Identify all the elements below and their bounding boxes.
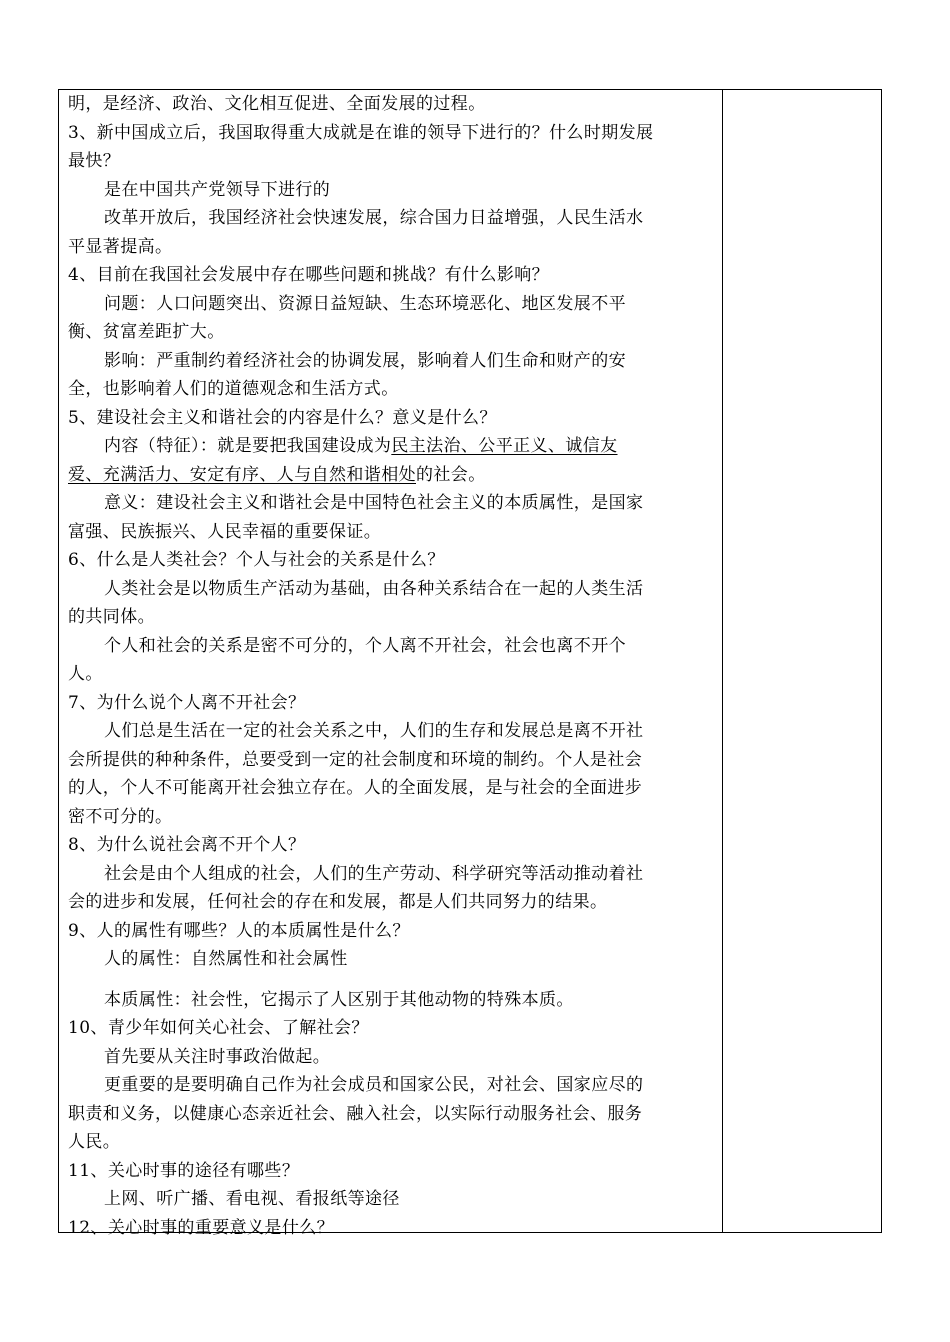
column-divider: [722, 89, 723, 1233]
text-line: 最快？: [68, 151, 121, 171]
answer-line: 上网、听广播、看电视、看报纸等途径: [104, 1189, 400, 1209]
text-line: 衡、贫富差距扩大。: [68, 322, 225, 342]
answer-line: 社会是由个人组成的社会，人们的生产劳动、科学研究等活动推动着社: [104, 863, 644, 884]
question-9: 9、人的属性有哪些？人的本质属性是什么？: [68, 920, 410, 941]
spacer: [68, 974, 716, 986]
answer-line: 人的属性：自然属性和社会属性: [104, 949, 348, 969]
main-text-column: [68, 90, 716, 1242]
answer-line: [68, 432, 716, 461]
text-line: 明，是经济、政治、文化相互促进、全面发展的过程。: [68, 94, 486, 114]
text-line: 平显著提高。: [68, 236, 173, 257]
text-line: 会所提供的种种条件，总要受到一定的社会制度和环境的制约。个人是社会: [68, 749, 643, 770]
answer-line: 个人和社会的关系是密不可分的，个人离不开社会，社会也离不开个: [104, 635, 626, 656]
question-10: 10、青少年如何关心社会、了解社会？: [68, 1018, 369, 1038]
text-line: 密不可分的。: [68, 806, 173, 827]
text-span: 的社会。: [416, 464, 486, 485]
answer-line: 问题：人口问题突出、资源日益短缺、生态环境恶化、地区发展不平: [104, 293, 626, 314]
text-line: 人民。: [68, 1132, 121, 1152]
underlined-text: 爱、充满活力、安定有序、人与自然和谐相处: [68, 464, 416, 485]
answer-line: 更重要的是要明确自己作为社会成员和国家公民，对社会、国家应尽的: [104, 1075, 644, 1095]
text-span: 内容（特征）：就是要把我国建设成为: [104, 436, 392, 456]
answer-line: 影响：严重制约着经济社会的协调发展，影响着人们生命和财产的安: [104, 350, 626, 371]
text-line: 的共同体。: [68, 607, 155, 627]
answer-line: 人们总是生活在一定的社会关系之中，人们的生存和发展总是离不开社: [104, 721, 644, 741]
answer-line: 人类社会是以物质生产活动为基础，由各种关系结合在一起的人类生活: [104, 578, 644, 599]
text-line: 会的进步和发展，任何社会的存在和发展，都是人们共同努力的结果。: [68, 892, 608, 912]
question-11: 11、关心时事的途径有哪些？: [68, 1160, 300, 1181]
answer-line: 改革开放后，我国经济社会快速发展，综合国力日益增强，人民生活水: [104, 208, 644, 228]
question-6: 6、什么是人类社会？个人与社会的关系是什么？: [68, 550, 445, 570]
text-line: 富强、民族振兴、人民幸福的重要保证。: [68, 521, 382, 542]
text-line: 职责和义务，以健康心态亲近社会、融入社会，以实际行动服务社会、服务: [68, 1103, 643, 1124]
question-7: 7、为什么说个人离不开社会？: [68, 692, 306, 713]
text-line: 全，也影响着人们的道德观念和生活方式。: [68, 379, 399, 399]
answer-line: 是在中国共产党领导下进行的: [104, 179, 331, 200]
answer-line: 本质属性：社会性，它揭示了人区别于其他动物的特殊本质。: [104, 989, 574, 1010]
text-line: 的人，个人不可能离开社会独立存在。人的全面发展，是与社会的全面进步: [68, 778, 643, 798]
underlined-text: 民主法治、公平正义、诚信友: [391, 436, 618, 456]
question-5: 5、建设社会主义和谐社会的内容是什么？意义是什么？: [68, 407, 497, 428]
text-line: [68, 461, 716, 490]
text-line: 人。: [68, 664, 103, 684]
answer-line: 首先要从关注时事政治做起。: [104, 1046, 331, 1067]
question-4: 4、目前在我国社会发展中存在哪些问题和挑战？有什么影响？: [68, 265, 550, 285]
answer-line: 意义：建设社会主义和谐社会是中国特色社会主义的本质属性，是国家: [104, 493, 644, 513]
question-3: 3、新中国成立后，我国取得重大成就是在谁的领导下进行的？什么时期发展: [68, 122, 654, 143]
question-8: 8、为什么说社会离不开个人？: [68, 835, 306, 855]
question-12: 12、关心时事的重要意义是什么？: [68, 1217, 335, 1238]
